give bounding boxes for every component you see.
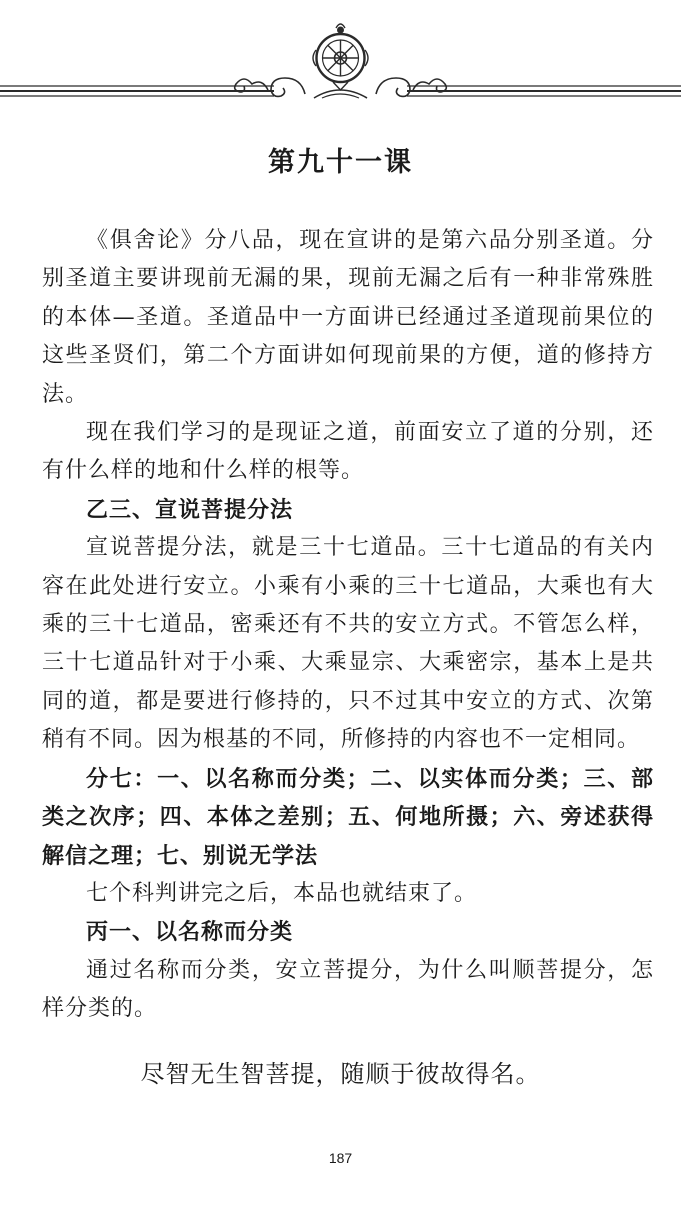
page-body [42,222,654,1029]
page-number: 187 [328,1150,353,1166]
paragraph: 宣说菩提分法，就是三十七道品。三十七道品的有关内容在此处进行安立。小乘有小乘的三十七道品，大乘也有大乘的三十七道品，密乘还有不共的安立方式。不管怎么样，三十七道品针对于小乘、大乘显宗、大乘密宗，基本上是共同的道，都是要进行修持的，只不过其中安立的方式、次第稍有不同。因为根基的不同，所修持的内容也不一定相同。 [42,535,654,753]
outline-heading: 分七：一、以名称而分类；二、以实体而分类；三、部类之次序；四、本体之差别；五、何地所摄；六、旁述获得解信之理；七、别说无学法 [42,765,654,869]
lesson-title: 第九十一课 [268,147,413,178]
section-heading: 丙一、以名称而分类 [86,919,294,946]
section-heading: 乙三、宣说菩提分法 [86,496,294,523]
root-verse: 尽智无生智菩提，随顺于彼故得名。 [140,1060,541,1088]
paragraph: 七个科判讲完之后，本品也就结束了。 [86,880,478,906]
paragraph: 现在我们学习的是现证之道，前面安立了道的分别，还有什么样的地和什么样的根等。 [42,420,654,484]
dharma-wheel-icon [313,24,368,90]
paragraph: 《俱舍论》分八品，现在宣讲的是第六品分别圣道。分别圣道主要讲现前无漏的果，现前无漏之后有一种非常殊胜的本体—圣道。圣道品中一方面讲已经通过圣道现前果位的这些圣贤们，第二个方面讲如何现前果的方便，道的修持方法。 [42,228,654,407]
header-ornament [0,0,681,105]
paragraph: 通过名称而分类，安立菩提分，为什么叫顺菩提分，怎样分类的。 [42,957,654,1022]
